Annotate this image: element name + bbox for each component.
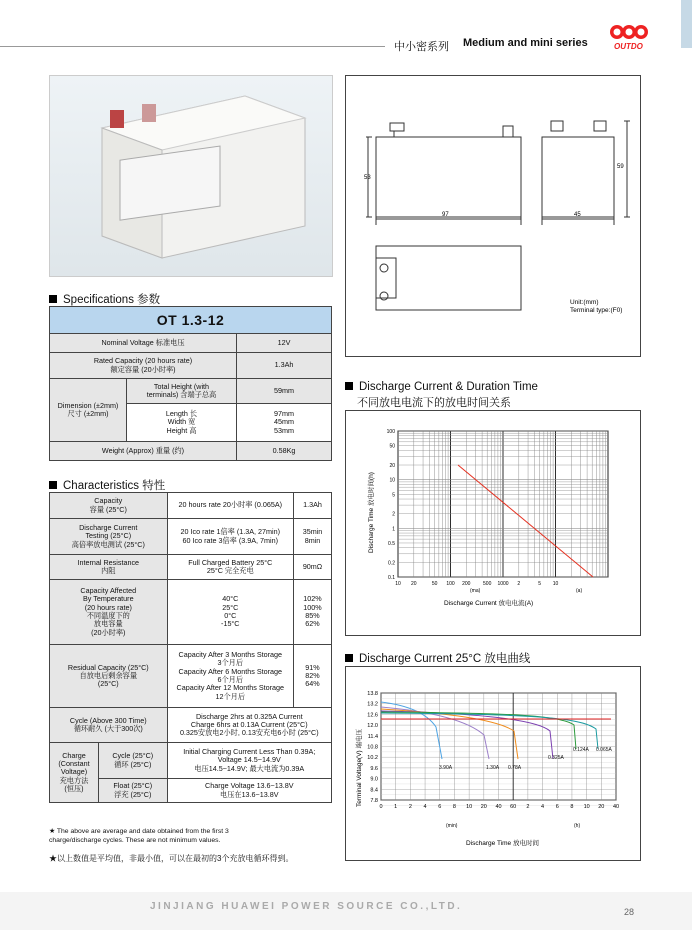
svg-text:59: 59 bbox=[617, 164, 624, 170]
dct-ytick: 20 bbox=[389, 463, 395, 470]
dct-xtick: 200 bbox=[462, 581, 471, 587]
dct-heading: Discharge Current & Duration Time bbox=[345, 381, 538, 393]
page-number: 28 bbox=[624, 907, 635, 917]
svg-text:45: 45 bbox=[574, 212, 581, 218]
specs-table: OT 1.3-12 Nominal Voltage 标准电压 12V Rated Capacity (20 hours rate) 额定容量 (20小时率) 1.3Ah Dimension (±2mm) 尺寸 (±2mm) Total Height (with terminals) 含端子总高 59mm Length 长 Width 宽 Height 高 97mm 45mm 53mm Weight (Approx) 重量 (约) 0.58Kg bbox=[49, 306, 332, 461]
characteristics-table: Capacity 容量 (25°C) 20 hours rate 20小时率 (0.065A) 1.3Ah Discharge Current Testing (25°C) 高倍率放电测试 (25°C) 20 Ico rate 1倍率 (1.3A, 27min) 60 Ico rate 3倍率 (3.9A, 7min) 35min 8min Internal Resistance 内阻 Full Charged Battery 25°C 25°C 完全充电 90mΩ Capacity Affected By Temperature (20 hours rate) 不同温度下的 放电容量 (20小时率) 40°C 25°C 0°C -15°C 102% 100% 85% 62% Residual Capacity (25°C) 自放电后剩余容量 (25°C) Capacity After 3 Months Storage 3个月后 Capacity After 6 Months Storage 6个月后 Capacity After 12 Months Storage 12个月后 91% 82% 64% Cycle (Above 300 Time) 循环耐久 (大于300次) Discharge 2hrs at 0.325A Current Charge 6hrs at 0.13A Current (25°C) 0.325安放电2小时, 0.13安充电6小时 (25°C) Charge (Constant Voltage) 充电方法 (恒压) Cycle (25°C) 循环 (25°C) Initial Charging Current Less Than 0.39A; Voltage 14.5~14.9V 电压14.5~14.9V; 最大电流为0.39A Float (25°C) 浮充 (25°C) Charge Voltage 13.6~13.8V 电压在13.6~13.8V bbox=[49, 492, 332, 803]
svg-text:3.90A: 3.90A bbox=[439, 765, 453, 771]
dcc-chart-panel bbox=[345, 666, 641, 861]
company-name: JINJIANG HUAWEI POWER SOURCE CO.,LTD. bbox=[150, 901, 463, 912]
dcc-xtick: 10 bbox=[583, 804, 590, 810]
dct-ytick: 0.5 bbox=[388, 540, 395, 547]
dcc-ytick: 8.4 bbox=[370, 787, 378, 794]
series-title-en: Medium and mini series bbox=[463, 37, 588, 49]
dcc-xtick: 6 bbox=[555, 804, 559, 810]
svg-text:Terminal type:(F0): Terminal type:(F0) bbox=[570, 307, 623, 314]
dcc-xtick: 0 bbox=[379, 804, 383, 810]
svg-text:0.325A: 0.325A bbox=[548, 755, 564, 761]
dct-ytick: 100 bbox=[386, 429, 395, 435]
curve-0.065A bbox=[381, 713, 598, 749]
dct-ytick: 0.1 bbox=[388, 575, 395, 581]
dcc-heading: Discharge Current 25°C 放电曲线 bbox=[345, 650, 530, 666]
dcc-xtick: 4 bbox=[541, 804, 545, 810]
dcc-chart bbox=[346, 667, 640, 860]
dcc-ytick: 10.8 bbox=[367, 744, 378, 751]
dimension-drawing bbox=[346, 76, 640, 356]
dct-xtick: 500 bbox=[483, 581, 492, 587]
dct-xtick: 20 bbox=[411, 581, 417, 587]
dcc-ytick: 11.4 bbox=[367, 733, 378, 740]
svg-text:(a): (a) bbox=[576, 588, 583, 594]
dcc-xtick: 20 bbox=[480, 804, 487, 810]
dcc-xtick: 20 bbox=[598, 804, 605, 810]
svg-text:1.30A: 1.30A bbox=[486, 765, 500, 771]
svg-text:0.124A: 0.124A bbox=[573, 747, 589, 753]
battery-photo bbox=[49, 75, 333, 277]
svg-text:53: 53 bbox=[364, 175, 371, 181]
dct-chart bbox=[346, 411, 640, 635]
dct-xtick: 10 bbox=[552, 581, 559, 587]
edge-tab bbox=[681, 0, 692, 48]
dct-ytick: 2 bbox=[392, 511, 395, 518]
dct-xtick: 2 bbox=[517, 581, 521, 587]
dct-ytick: 1 bbox=[392, 526, 395, 533]
svg-text:Terminal Voltage(V) 端电压: Terminal Voltage(V) 端电压 bbox=[356, 728, 363, 807]
dcc-xtick: 2 bbox=[526, 804, 530, 810]
dcc-xtick: 8 bbox=[570, 804, 574, 810]
model-name: OT 1.3-12 bbox=[50, 307, 332, 334]
dcc-ytick: 12.0 bbox=[367, 723, 378, 730]
dct-ytick: 5 bbox=[392, 492, 395, 499]
svg-text:Discharge Current 放电电流(A): Discharge Current 放电电流(A) bbox=[444, 600, 534, 607]
dct-xtick: 10 bbox=[395, 581, 401, 587]
dcc-ytick: 9.0 bbox=[370, 776, 378, 783]
dcc-xtick: 40 bbox=[612, 804, 620, 810]
dcc-ytick: 10.2 bbox=[367, 755, 378, 762]
svg-text:Unit:(mm): Unit:(mm) bbox=[570, 299, 599, 306]
footnote-cn: ★以上数值是平均值，非最小值，可以在最初的3个充放电循环得到。 bbox=[49, 854, 294, 863]
svg-text:Discharge Time 放电时间: Discharge Time 放电时间 bbox=[466, 840, 539, 847]
curve-0.78A bbox=[381, 709, 518, 759]
svg-text:OUTDO: OUTDO bbox=[614, 42, 643, 51]
dcc-ytick: 13.2 bbox=[367, 701, 378, 708]
dcc-xtick: 60 bbox=[510, 804, 517, 810]
dct-heading-cn: 不同放电电流下的放电时间关系 bbox=[357, 397, 511, 409]
specs-heading: Specifications 参数 bbox=[49, 291, 160, 307]
dct-xtick: 100 bbox=[446, 581, 455, 587]
dcc-ytick: 12.6 bbox=[367, 712, 378, 719]
dcc-xtick: 4 bbox=[423, 804, 427, 810]
dcc-xtick: 6 bbox=[438, 804, 442, 810]
svg-text:97: 97 bbox=[442, 212, 449, 218]
dct-xtick: 1000 bbox=[497, 581, 509, 587]
dct-chart-panel bbox=[345, 410, 641, 636]
dcc-ytick: 7.8 bbox=[370, 798, 378, 804]
outdo-logo bbox=[604, 22, 660, 52]
dct-ytick: 50 bbox=[389, 443, 395, 450]
characteristics-heading: Characteristics 特性 bbox=[49, 477, 165, 493]
battery-illustration bbox=[50, 76, 332, 276]
dcc-xtick: 10 bbox=[466, 804, 473, 810]
dcc-ytick: 9.6 bbox=[370, 765, 378, 772]
footnote-en: ★ The above are average and date obtained from the first 3 charge/discharge cycles. These are not minimum values. bbox=[49, 828, 229, 844]
dct-ytick: 10 bbox=[389, 477, 395, 484]
svg-text:Discharge Time 放电时间(h): Discharge Time 放电时间(h) bbox=[368, 472, 375, 553]
dcc-ytick: 13.8 bbox=[367, 691, 378, 697]
dct-xtick: 50 bbox=[431, 581, 438, 587]
svg-text:(min): (min) bbox=[446, 823, 458, 829]
svg-text:(h): (h) bbox=[574, 823, 581, 829]
svg-text:(ma): (ma) bbox=[470, 588, 481, 594]
svg-text:0.065A: 0.065A bbox=[596, 747, 612, 753]
dct-xtick: 5 bbox=[538, 581, 542, 587]
dcc-xtick: 1 bbox=[394, 804, 398, 810]
svg-text:0.78A: 0.78A bbox=[508, 765, 522, 771]
dimension-drawing-panel bbox=[345, 75, 641, 357]
dcc-xtick: 8 bbox=[452, 804, 456, 810]
dct-ytick: 0.2 bbox=[388, 560, 395, 567]
dcc-xtick: 2 bbox=[408, 804, 412, 810]
header-rule bbox=[0, 46, 385, 47]
series-title-cn: 中小密系列 bbox=[394, 41, 449, 53]
dcc-xtick: 40 bbox=[495, 804, 502, 810]
